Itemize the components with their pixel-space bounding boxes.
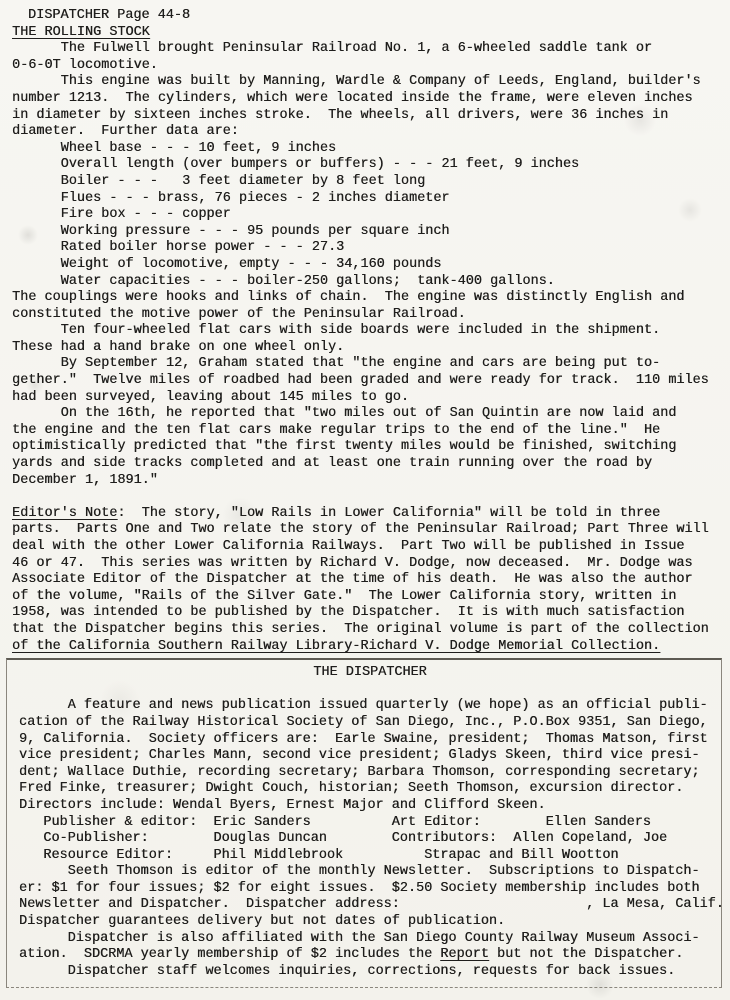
masthead-subscription-info — [13, 864, 724, 930]
masthead-intro — [13, 698, 721, 814]
dispatcher-masthead-box — [6, 658, 722, 988]
text-line: parts. Parts One and Two relate the story of the Peninsular Railroad; Part Three will — [12, 522, 709, 538]
text-line: On the 16th, he reported that "two miles out of San Quintin are now laid and — [12, 406, 677, 422]
affiliation-line-2 — [13, 947, 721, 964]
text-line: Flues - - - brass, 76 pieces - 2 inches diameter — [12, 190, 450, 206]
text-line: Ten four-wheeled flat cars with side boards were included in the shipment. — [12, 323, 661, 339]
text-line: Publisher & editor: Eric Sanders Art Editor: Ellen Sanders — [19, 814, 651, 830]
article-title-text: THE ROLLING STOCK — [12, 24, 150, 40]
editors-note-last-line-text: of the California Southern Railway Library-Richard V. Dodge Memorial Collection. — [12, 638, 661, 654]
text-line: deal with the other Lower California Railways. Part Two will be published in Issue — [12, 539, 685, 554]
text-line: 1958, was intended to be published by the Dispatcher. It is with much satisfaction — [12, 605, 685, 621]
text-line: The Fulwell brought Peninsular Railroad No. 1, a 6-wheeled saddle tank or — [12, 41, 653, 57]
text-line: December 1, 1891." — [12, 472, 158, 488]
text-line: diameter. Further data are: — [12, 124, 239, 140]
report-underlined-word: Report — [440, 947, 489, 963]
text-line: constituted the motive power of the Peninsular Railroad. — [12, 306, 466, 322]
text-line: number 1213. The cylinders, which were located inside the frame, were eleven inches — [12, 90, 693, 106]
editors-note-first-line-rest: : The story, "Low Rails in Lower California" will be told in three — [117, 505, 661, 521]
text-line: Water capacities - - - boiler-250 gallons; tank-400 gallons. — [12, 273, 555, 289]
text-line: cation of the Railway Historical Society of San Diego, Inc., P.O.Box 9351, San Diego, — [19, 714, 708, 730]
article-body — [0, 41, 730, 489]
text-line: A feature and news publication issued quarterly (we hope) as an official publi- — [19, 698, 708, 714]
text-line: vice president; Charles Mann, second vice president; Gladys Skeen, third vice presi- — [19, 748, 700, 764]
text-line: 9, California. Society officers are: Earle Swaine, president; Thomas Matson, first — [19, 731, 708, 747]
text-line: Rated boiler horse power - - - 27.3 — [12, 240, 345, 256]
article-title — [0, 25, 730, 42]
text-line: Resource Editor: Phil Middlebrook Strapac and Bill Wootton — [19, 847, 619, 863]
text-line: Associate Editor of the Dispatcher at the time of his death. He was also the author — [12, 572, 693, 588]
editors-note — [0, 506, 730, 655]
text-line: er: $1 for four issues; $2 for eight issues. $2.50 Society membership includes both — [19, 880, 700, 896]
editors-note-body — [0, 522, 730, 638]
text-line: The couplings were hooks and links of chain. The engine was distinctly English and — [12, 290, 685, 306]
text-line: Fire box - - - copper — [12, 207, 231, 223]
text-line: This engine was built by Manning, Wardle & Company of Leeds, England, builder's — [12, 74, 701, 90]
text-line: gether." Twelve miles of roadbed had been graded and were ready for track. 110 miles — [12, 373, 709, 389]
text-line: Seeth Thomson is editor of the monthly Newsletter. Subscriptions to Dispatch- — [19, 864, 700, 880]
text-line: Boiler - - - 3 feet diameter by 8 feet long — [12, 173, 426, 189]
text-line: By September 12, Graham stated that "the engine and cars are being put to- — [12, 356, 661, 372]
text-line: Dispatcher guarantees delivery but not dates of publication. — [19, 914, 506, 930]
text-line: optimistically predicted that "the first twenty miles would be finished, switching — [12, 439, 677, 455]
text-line: 0-6-0T locomotive. — [12, 57, 158, 73]
editors-note-first-line — [0, 506, 730, 523]
affiliation-line-2-post: but not the Dispatcher. — [488, 947, 684, 963]
text-line: the engine and the ten flat cars make regular trips to the end of the line." He — [12, 422, 661, 438]
affiliation-line-2-pre: ation. SDCRMA yearly membership of $2 includes the — [19, 947, 441, 963]
text-line: had been surveyed, leaving about 145 miles to go. — [12, 389, 409, 405]
text-line: These had a hand brake on one wheel only. — [12, 339, 345, 355]
text-line: of the volume, "Rails of the Silver Gate." The Lower California story, written in — [12, 588, 677, 604]
text-line: in diameter by sixteen inches stroke. The wheels, all drivers, were 36 inches in — [12, 107, 669, 123]
text-line: Newsletter and Dispatcher. Dispatcher address: , La Mesa, Calif. — [19, 897, 724, 913]
text-line: Co-Publisher: Douglas Duncan Contributors: Allen Copeland, Joe — [19, 831, 668, 847]
text-line: yards and side tracks completed and at least one train running over the road by — [12, 456, 653, 472]
masthead-title: THE DISPATCHER — [313, 665, 427, 681]
text-line: 46 or 47. This series was written by Richard V. Dodge, now deceased. Mr. Dodge was — [12, 555, 693, 571]
editors-note-last-line — [0, 639, 730, 656]
page-header: DISPATCHER Page 44-8 — [28, 8, 191, 23]
affiliation-line-1: Dispatcher is also affiliated with the San Diego County Railway Museum Associ- — [19, 930, 700, 946]
masthead-staff-roster — [13, 815, 721, 865]
text-line: Fred Finke, treasurer; Dwight Couch, historian; Seeth Thomson, excursion director. — [19, 781, 684, 797]
editors-note-label: Editor's Note — [12, 505, 118, 521]
closing-line: Dispatcher staff welcomes inquiries, corrections, requests for back issues. — [19, 963, 676, 979]
text-line: Weight of locomotive, empty - - - 34,160 pounds — [12, 256, 442, 272]
text-line: Directors include: Wendal Byers, Ernest Major and Clifford Skeen. — [19, 797, 546, 813]
text-line: Working pressure - - - 95 pounds per square inch — [12, 223, 450, 239]
text-line: that the Dispatcher begins this series. The original volume is part of the collection — [12, 621, 709, 637]
text-line: Wheel base - - - 10 feet, 9 inches — [12, 140, 337, 156]
text-line: dent; Wallace Duthie, recording secretary; Barbara Thomson, corresponding secretary; — [19, 764, 700, 780]
text-line: Overall length (over bumpers or buffers) - - - 21 feet, 9 inches — [12, 157, 580, 173]
